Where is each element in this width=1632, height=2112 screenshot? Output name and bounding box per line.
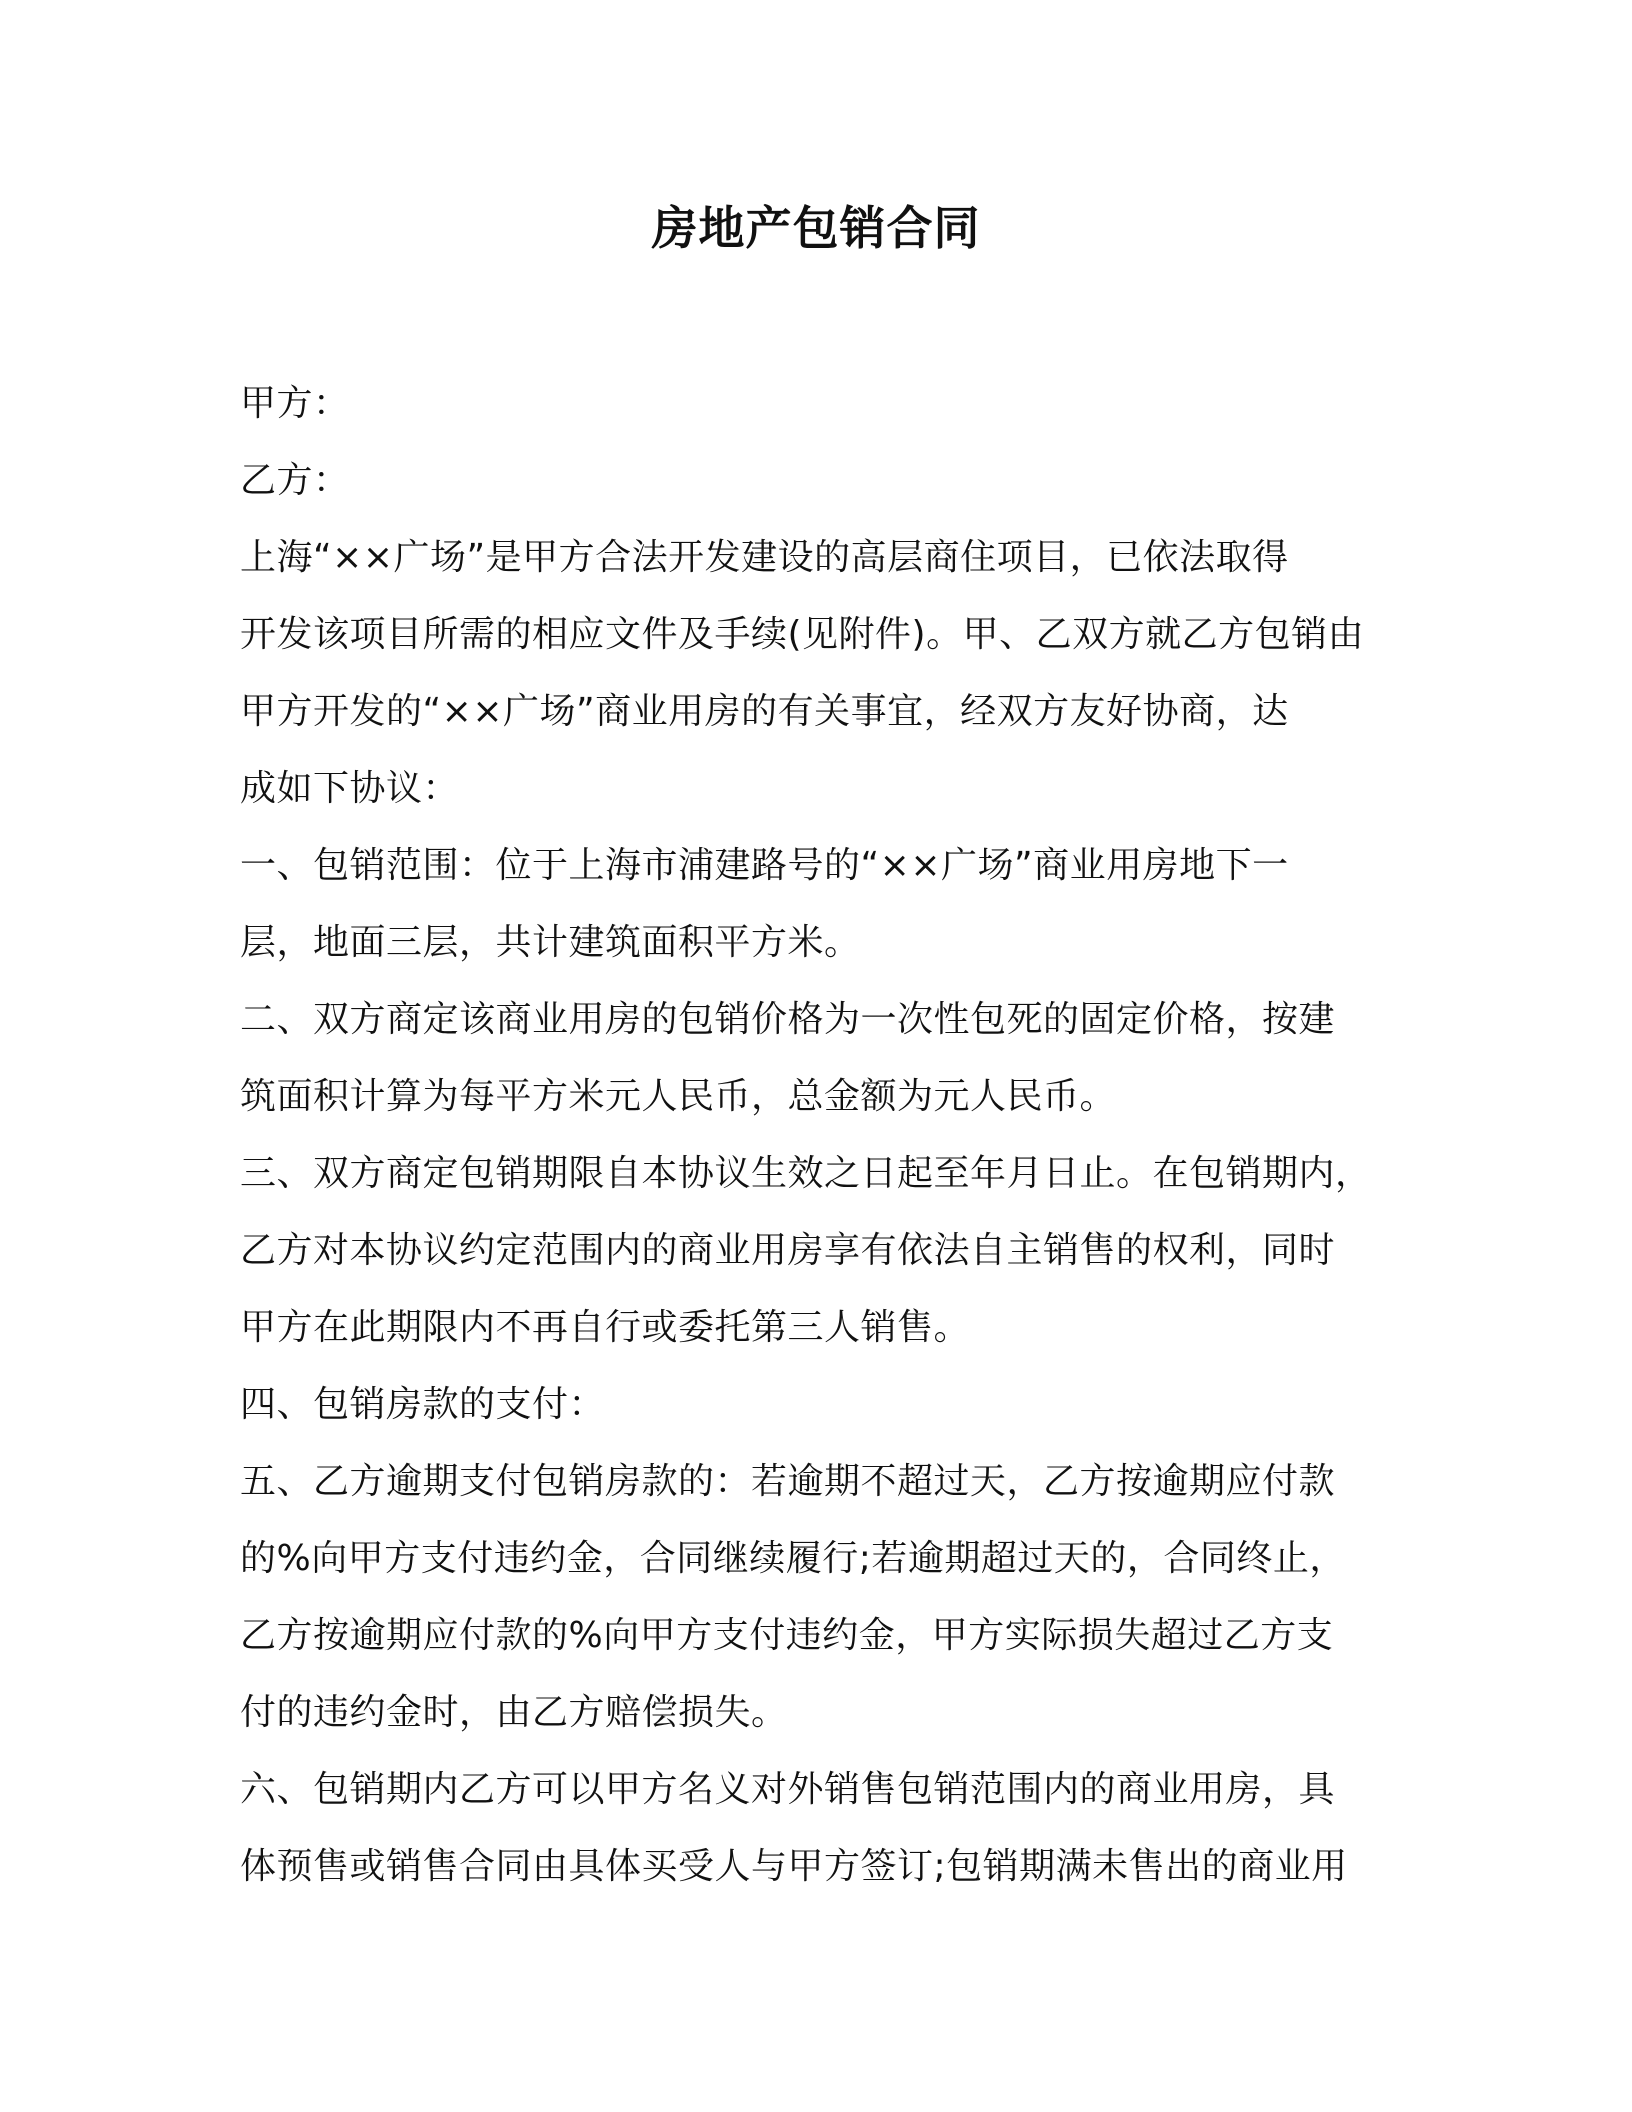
clause-1-line: 一、包销范围：位于上海市浦建路号的“××广场”商业用房地下一	[240, 845, 1289, 886]
clause-2-line: 筑面积计算为每平方米元人民币，总金额为元人民币。	[240, 1076, 1117, 1117]
party-b-line: 乙方：	[240, 460, 350, 501]
clause-5-line: 付的违约金时，由乙方赔偿损失。	[240, 1692, 788, 1733]
clause-2-line: 二、双方商定该商业用房的包销价格为一次性包死的固定价格，按建	[240, 999, 1336, 1040]
clause-3-line: 三、双方商定包销期限自本协议生效之日起至年月日止。在包销期内，	[240, 1153, 1372, 1194]
clause-5-line: 乙方按逾期应付款的%向甲方支付违约金，甲方实际损失超过乙方支	[240, 1615, 1334, 1656]
clause-1-line: 层，地面三层，共计建筑面积平方米。	[240, 922, 861, 963]
clause-5-line: 五、乙方逾期支付包销房款的：若逾期不超过天，乙方按逾期应付款	[240, 1461, 1336, 1502]
contract-body	[240, 365, 1400, 1905]
clause-5-line: 的%向甲方支付违约金，合同继续履行;若逾期超过天的，合同终止，	[240, 1538, 1346, 1579]
clause-6-line: 体预售或销售合同由具体买受人与甲方签订;包销期满未售出的商业用	[240, 1846, 1348, 1887]
document-title: 房地产包销合同	[651, 201, 981, 255]
preamble-line: 甲方开发的“××广场”商业用房的有关事宜，经双方友好协商，达	[240, 691, 1289, 732]
clause-4-line: 四、包销房款的支付：	[240, 1384, 606, 1425]
preamble-line: 上海“××广场”是甲方合法开发建设的高层商住项目，已依法取得	[240, 537, 1289, 578]
clause-3-line: 甲方在此期限内不再自行或委托第三人销售。	[240, 1307, 971, 1348]
clause-3-line: 乙方对本协议约定范围内的商业用房享有依法自主销售的权利，同时	[240, 1230, 1336, 1271]
preamble-line: 成如下协议：	[240, 768, 460, 809]
clause-6-line: 六、包销期内乙方可以甲方名义对外销售包销范围内的商业用房，具	[240, 1769, 1336, 1810]
party-a-line: 甲方：	[240, 383, 350, 424]
preamble-line: 开发该项目所需的相应文件及手续(见附件)。甲、乙双方就乙方包销由	[240, 614, 1365, 655]
